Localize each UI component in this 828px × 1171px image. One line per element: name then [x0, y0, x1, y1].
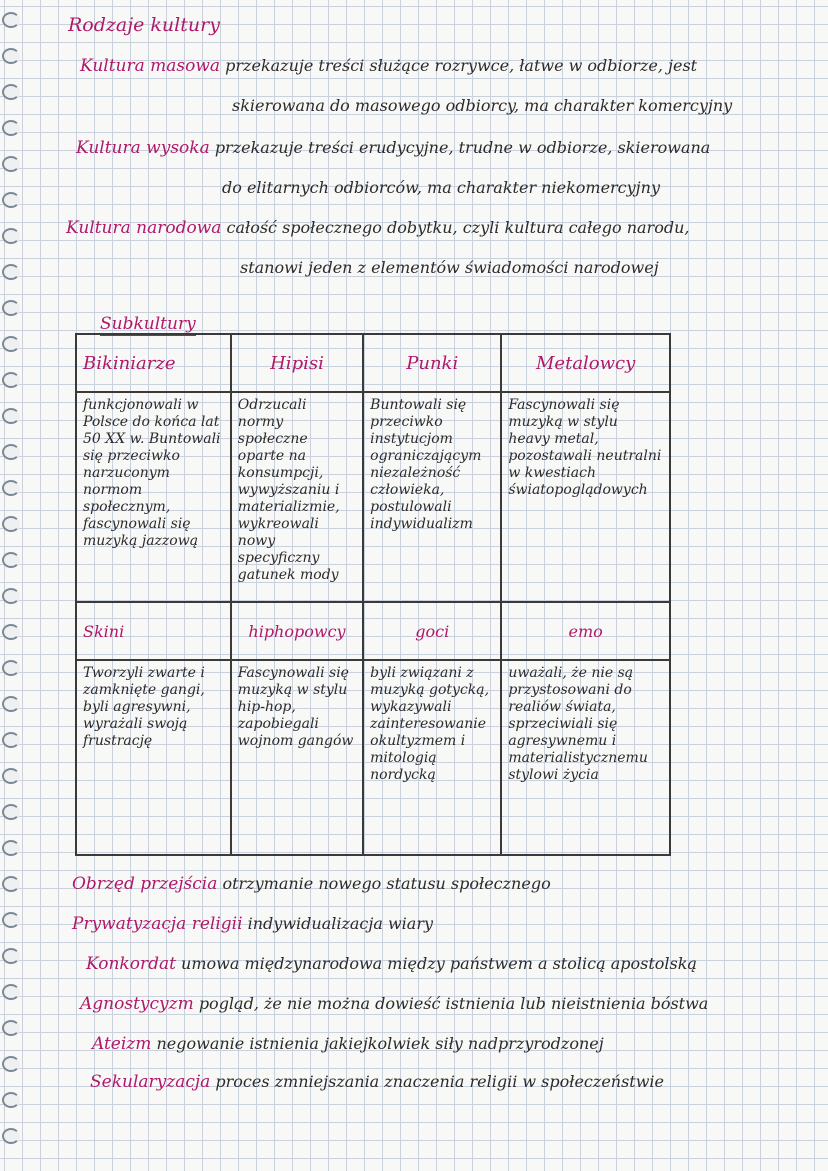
- ring-icon: [2, 732, 20, 748]
- ring-icon: [2, 660, 20, 676]
- ring-icon: [2, 300, 20, 316]
- definition-continuation: stanowi jeden z elementów świadomości narodowej: [240, 258, 659, 277]
- ring-icon: [2, 696, 20, 712]
- ring-icon: [2, 264, 20, 280]
- ring-icon: [2, 804, 20, 820]
- ring-icon: [2, 156, 20, 172]
- subculture-name: Bikiniarze: [76, 334, 231, 392]
- subculture-name: emo: [501, 602, 670, 660]
- definition-narodowa: [66, 218, 689, 238]
- term-label: Kultura wysoka: [76, 138, 210, 158]
- subculture-description: Tworzyli zwarte i zamknięte gangi, byli agresywni, wyrażali swoją frustrację: [76, 660, 231, 855]
- definition-continuation: skierowana do masowego odbiorcy, ma charakter komercyjny: [232, 96, 733, 115]
- term-label: Konkordat: [86, 954, 176, 974]
- ring-icon: [2, 1128, 20, 1144]
- ring-icon: [2, 1056, 20, 1072]
- subculture-description: byli związani z muzyką gotycką, wykazywali zainteresowanie okultyzmem i mitologią nordycką: [363, 660, 501, 855]
- ring-icon: [2, 120, 20, 136]
- definition-text: indywidualizacja wiary: [247, 914, 434, 933]
- page-title: Rodzaje kultury: [68, 14, 220, 36]
- ring-icon: [2, 948, 20, 964]
- definition-konkordat: [86, 954, 697, 974]
- definition-text: proces zmniejszania znaczenia religii w społeczeństwie: [215, 1072, 665, 1091]
- ring-icon: [2, 552, 20, 568]
- subculture-table: [75, 333, 671, 856]
- term-label: Ateizm: [92, 1034, 152, 1054]
- subculture-name: goci: [363, 602, 501, 660]
- definition-continuation: do elitarnych odbiorców, ma charakter niekomercyjny: [222, 178, 660, 197]
- definition-sekularyzacja: [90, 1072, 664, 1092]
- term-label: Kultura masowa: [80, 56, 221, 76]
- subculture-name: Metalowcy: [501, 334, 670, 392]
- ring-icon: [2, 768, 20, 784]
- definition-text: negowanie istnienia jakiejkolwiek siły nadprzyrodzonej: [156, 1034, 604, 1053]
- definition-prywatyzacja: [72, 914, 433, 934]
- ring-icon: [2, 228, 20, 244]
- ring-icon: [2, 516, 20, 532]
- subculture-description: Fascynowali się muzyką w stylu hip-hop, zapobiegali wojnom gangów: [231, 660, 363, 855]
- ring-icon: [2, 1020, 20, 1036]
- term-label: Prywatyzacja religii: [72, 914, 243, 934]
- definition-text: przekazuje treści erudycyjne, trudne w odbiorze, skierowana: [214, 138, 711, 157]
- ring-icon: [2, 84, 20, 100]
- term-label: Sekularyzacja: [90, 1072, 211, 1092]
- definition-text: umowa międzynarodowa między państwem a stolicą apostolską: [181, 954, 697, 973]
- subculture-name: hiphopowcy: [231, 602, 363, 660]
- term-label: Obrzęd przejścia: [72, 874, 218, 894]
- definition-masowa: [80, 56, 697, 76]
- ring-icon: [2, 192, 20, 208]
- subculture-description: funkcjonowali w Polsce do końca lat 50 XX w. Buntowali się przeciwko narzuconym normom społecznym, fascynowali się muzyką jazzową: [76, 392, 231, 602]
- definition-wysoka: [76, 138, 710, 158]
- definition-text: pogląd, że nie można dowieść istnienia lub nieistnienia bóstwa: [198, 994, 709, 1013]
- ring-icon: [2, 372, 20, 388]
- subculture-heading: Subkultury: [100, 314, 196, 334]
- subculture-description: Odrzucali normy społeczne oparte na konsumpcji, wywyższaniu i materializmie, wykreowali nowy specyficzny gatunek mody: [231, 392, 363, 602]
- ring-icon: [2, 444, 20, 460]
- ring-icon: [2, 1092, 20, 1108]
- subculture-description: Buntowali się przeciwko instytucjom ograniczającym niezależność człowieka, postulowali indywidualizm: [363, 392, 501, 602]
- ring-icon: [2, 336, 20, 352]
- ring-icon: [2, 984, 20, 1000]
- ring-icon: [2, 876, 20, 892]
- subculture-name: Skini: [76, 602, 231, 660]
- ring-icon: [2, 840, 20, 856]
- ring-icon: [2, 48, 20, 64]
- ring-icon: [2, 624, 20, 640]
- subculture-description: Fascynowali się muzyką w stylu heavy metal, pozostawali neutralni w kwestiach światopoglądowych: [501, 392, 670, 602]
- term-label: Agnostycyzm: [80, 994, 194, 1014]
- ring-icon: [2, 588, 20, 604]
- term-label: Kultura narodowa: [66, 218, 222, 238]
- definition-obrzed: [72, 874, 551, 894]
- ring-icon: [2, 408, 20, 424]
- definition-text: otrzymanie nowego statusu społecznego: [222, 874, 551, 893]
- subculture-description: uważali, że nie są przystosowani do realiów świata, sprzeciwiali się agresywnemu i materialistycznemu stylowi życia: [501, 660, 670, 855]
- ring-icon: [2, 12, 20, 28]
- spiral-binding: [0, 0, 22, 1171]
- ring-icon: [2, 480, 20, 496]
- subculture-name: Hipisi: [231, 334, 363, 392]
- subculture-name: Punki: [363, 334, 501, 392]
- definition-text: przekazuje treści służące rozrywce, łatwe w odbiorze, jest: [225, 56, 698, 75]
- definition-text: całość społecznego dobytku, czyli kultura całego narodu,: [226, 218, 690, 237]
- definition-agnostycyzm: [80, 994, 708, 1014]
- definition-ateizm: [92, 1034, 604, 1054]
- ring-icon: [2, 912, 20, 928]
